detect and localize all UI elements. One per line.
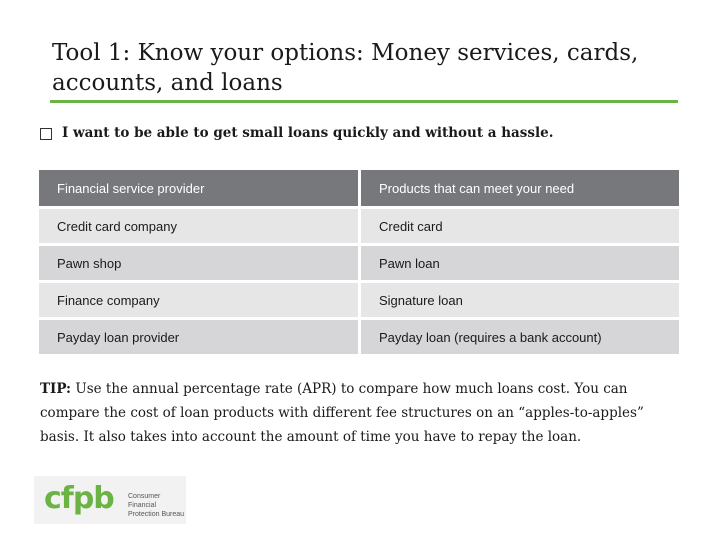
table-row	[39, 317, 679, 354]
product-cell: Payday loan (requires a bank account)	[358, 317, 679, 354]
provider-cell: Payday loan provider	[39, 317, 358, 354]
tip-paragraph	[40, 377, 680, 449]
header-provider: Financial service provider	[39, 170, 358, 206]
checklist-item-text: I want to be able to get small loans quickly and without a hassle.	[62, 125, 554, 141]
table-header-row	[39, 170, 679, 206]
product-cell: Credit card	[358, 206, 679, 243]
logo-subtitle	[128, 492, 188, 519]
cfpb-logo	[34, 476, 186, 524]
tip-label: TIP:	[40, 381, 72, 397]
header-products: Products that can meet your need	[358, 170, 679, 206]
logo-subtitle-line1: Consumer Financial	[128, 493, 161, 509]
slide-title: Tool 1: Know your options: Money services, cards, accounts, and loans	[52, 40, 639, 96]
product-cell: Pawn loan	[358, 243, 679, 280]
checklist-checkbox[interactable]	[40, 128, 52, 140]
title-divider	[50, 100, 678, 103]
tip-text: Use the annual percentage rate (APR) to compare how much loans cost. You can compare the cost of loan products with different fee structures on an “apples-to-apples” basis. It also takes into account the amount of time you have to repay the loan.	[40, 381, 644, 445]
provider-cell: Credit card company	[39, 206, 358, 243]
logo-wordmark: cfpb	[44, 481, 114, 516]
logo-subtitle-line2: Protection Bureau	[128, 511, 185, 518]
table-row	[39, 280, 679, 317]
provider-cell: Pawn shop	[39, 243, 358, 280]
product-cell: Signature loan	[358, 280, 679, 317]
provider-products-table	[39, 170, 679, 354]
provider-cell: Finance company	[39, 280, 358, 317]
table-row	[39, 243, 679, 280]
table-row	[39, 206, 679, 243]
